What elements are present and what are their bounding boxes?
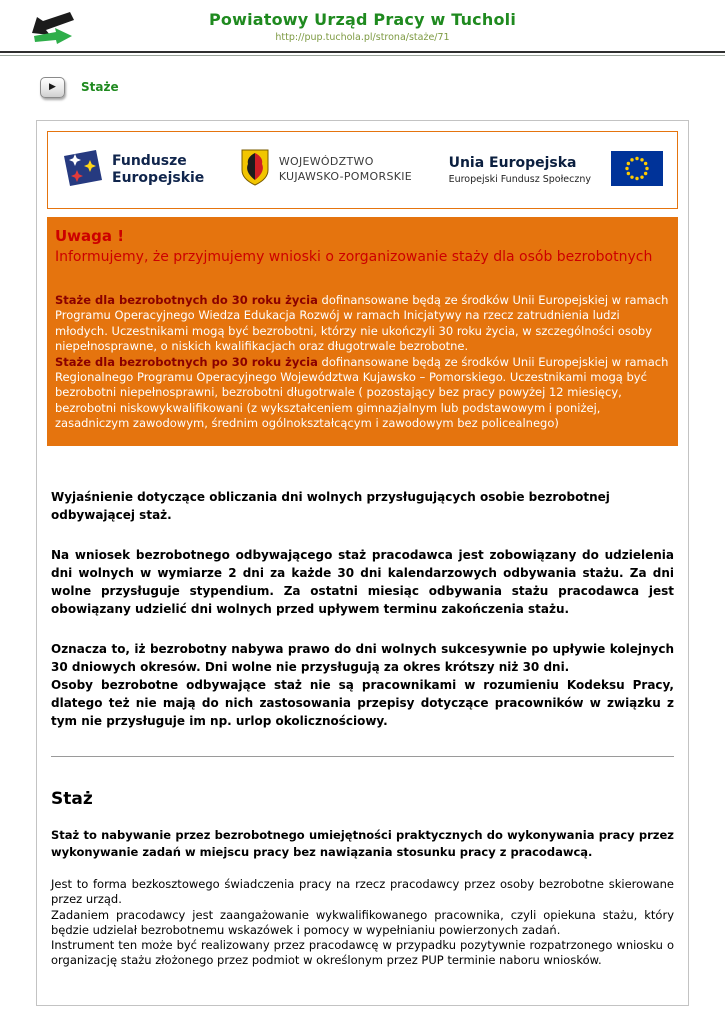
notice-under30-bold: Staże dla bezrobotnych do 30 roku życia	[55, 293, 318, 307]
staz-description-line1: Jest to forma bezkosztowego świadczenia pracy na rzecz pracodawcy przez osoby bezrobotne skierowane przez urząd.	[51, 877, 674, 907]
unia-line1: Unia Europejska	[448, 155, 577, 171]
wojewodztwo-line2: KUJAWSKO-POMORSKIE	[278, 170, 413, 183]
site-url: http://pup.tuchola.pl/strona/staże/71	[275, 32, 450, 43]
unia-europejska-logo	[449, 151, 663, 190]
wojewodztwo-line1: WOJEWÓDZTWO	[278, 155, 374, 169]
meaning-workers-paragraph	[51, 640, 674, 730]
kujawsko-pomorskie-crest-icon	[241, 149, 269, 191]
staz-description	[51, 877, 674, 968]
fundusze-europejskie-label	[112, 153, 204, 186]
breadcrumb	[40, 76, 725, 98]
days-paragraph: Na wniosek bezrobotnego odbywającego staż pracodawca jest zobowiązany do udzielenia dni wolnych w wymiarze 2 dni za każde 30 dni kalendarzowych odbywania stażu. Za dni wolne przysługuje stypendium. Za ostatni miesiąc odbywania stażu pracodawca jest obowiązany udzielić dni wolnych przed upływem terminu zakończenia stażu.	[51, 547, 674, 616]
notice-over30-text: dofinansowane będą ze środków Unii Europejskiej w ramach Regionalnego Programu Operacyjnego Województwa Kujawsko – Pomorskiego. Uczestnikami mogą być bezrobotni niepełnosprawni, bezrobotni długotrwale ( pozostający bez pracy powyżej 12 miesięcy, bezrobotni niskowykwalifikowani (z wykształceniem gimnazjalnym lub podstawowym i poniżej, zasadniczym zawodowym, średnim ogólnokształcącym i zawodowym bez policealnego)	[55, 354, 669, 431]
wojewodztwo-logo	[241, 149, 412, 191]
explain-paragraph: Wyjaśnienie dotyczące obliczania dni wolnych przysługujących osobie bezrobotnej odbywającej staż.	[51, 489, 610, 522]
staz-definition: Staż to nabywanie przez bezrobotnego umiejętności praktycznych do wykonywania pracy przez wykonywanie zadań w miejscu pracy bez nawiązania stosunku pracy z pracodawcą.	[51, 827, 674, 859]
unia-line2: Europejski Fundusz Społeczny	[448, 174, 591, 185]
staz-description-line2: Zadaniem pracodawcy jest zaangażowanie wykwalifikowanego pracownika, czyli opiekuna stażu, który będzie udzielał bezrobotnemu wskazówek i pomocy w wypełnianiu powierzonych zadań.	[51, 907, 674, 937]
play-icon[interactable]: ▶	[40, 77, 65, 98]
workers-paragraph: Osoby bezrobotne odbywające staż nie są pracownikami w rozumieniu Kodeksu Pracy, dlatego też nie mają do nich zastosowania przepisy dotyczące pracowników w związku z tym nie przysługuje im np. urlop okolicznościowy.	[51, 677, 674, 728]
fundusze-europejskie-logo	[62, 150, 204, 190]
site-header	[0, 0, 725, 56]
section-divider	[51, 756, 674, 757]
notice-under30-text: dofinansowane będą ze środków Unii Europejskiej w ramach Programu Operacyjnego Wiedza Edukacja Rozwój w ramach Inicjatywy na rzecz zatrudnienia ludzi młodych. Uczestnikami mogą być bezrobotni, którzy nie ukończyli 30 roku życia, w szczególności osoby niepełnosprawne, o niskich kwalifikacjach oraz długotrwale bezrobotne.	[55, 293, 669, 354]
staz-heading: Staż	[51, 788, 93, 809]
wojewodztwo-label	[279, 155, 412, 185]
fundusze-europejskie-flag-icon	[62, 150, 102, 190]
notice-over30-bold: Staże dla bezrobotnych po 30 roku życia	[55, 354, 318, 369]
notice-box	[47, 217, 678, 446]
fundusze-line2: Europejskie	[112, 170, 205, 186]
site-title: Powiatowy Urząd Pracy w Tucholi	[208, 10, 517, 29]
fundusze-line1: Fundusze	[112, 153, 187, 170]
breadcrumb-link-staze[interactable]: Staże	[81, 80, 119, 94]
pup-arrows-logo-icon[interactable]	[28, 12, 74, 44]
content-box	[36, 120, 689, 1006]
notice-title: Uwaga !	[55, 227, 125, 245]
staz-description-line3: Instrument ten może być realizowany przez pracodawcę w przypadku pozytywnie rozpatrzonego wniosku o organizację stażu złożonego przez podmiot w określonym przez PUP terminie naboru wniosków.	[51, 937, 674, 968]
eu-funding-banner	[47, 131, 678, 209]
header-divider	[0, 51, 725, 56]
article	[47, 488, 678, 969]
notice-subtitle: Informujemy, że przyjmujemy wnioski o zorganizowanie staży dla osób bezrobotnych	[55, 249, 653, 265]
notice-body	[55, 293, 670, 432]
unia-europejska-label	[449, 155, 591, 185]
eu-flag-icon	[611, 151, 663, 190]
meaning-paragraph: Oznacza to, iż bezrobotny nabywa prawo do dni wolnych sukcesywnie po upływie kolejnych 30 dniowych okresów. Dni wolne nie przysługują za okres krótszy niż 30 dni.	[51, 641, 674, 674]
